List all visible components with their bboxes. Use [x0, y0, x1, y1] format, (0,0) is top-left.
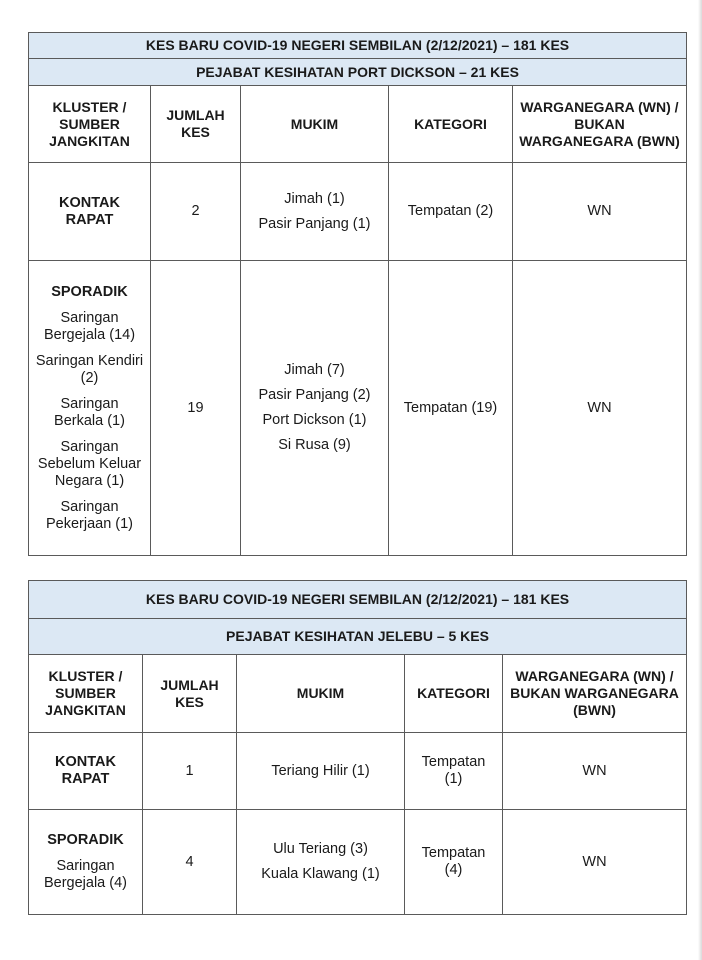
table-row: [29, 261, 687, 556]
kategori-cell: Tempatan (2): [389, 163, 513, 261]
mukim-item: Jimah (1): [284, 190, 345, 207]
kluster-sub-item: Saringan Pekerjaan (1): [45, 498, 134, 532]
mukim-item: Jimah (7): [284, 362, 345, 378]
header-kategori: KATEGORI: [405, 655, 503, 733]
table-title: KES BARU COVID-19 NEGERI SEMBILAN (2/12/2021) – 181 KES: [29, 33, 687, 59]
header-kluster: KLUSTER / SUMBER JANGKITAN: [29, 655, 143, 733]
header-warganegara: WARGANEGARA (WN) / BUKAN WARGANEGARA (BWN): [503, 655, 687, 733]
office-title-row: [29, 59, 687, 86]
page-edge-shadow: [698, 0, 702, 960]
header-kluster: KLUSTER / SUMBER JANGKITAN: [29, 86, 151, 163]
kluster-sub-item: Saringan Sebelum Keluar Negara (1): [37, 438, 142, 489]
kluster-sub-item: Saringan Berkala (1): [54, 395, 125, 429]
table-row: [29, 810, 687, 915]
mukim-item: Kuala Klawang (1): [261, 866, 380, 882]
header-mukim: MUKIM: [237, 655, 405, 733]
kluster-sub-item: Saringan Kendiri (2): [35, 352, 144, 386]
office-title-row: [29, 619, 687, 655]
header-mukim: MUKIM: [241, 86, 389, 163]
mukim-item: Si Rusa (9): [278, 437, 351, 453]
kluster-label: SPORADIK: [51, 283, 128, 300]
mukim-cell: [241, 261, 389, 556]
port-dickson-case-table: [28, 32, 687, 556]
jumlah-cell: 19: [151, 261, 241, 556]
table-row: [29, 733, 687, 810]
kluster-cell: KONTAK RAPAT: [29, 163, 151, 261]
column-header-row: [29, 86, 687, 163]
table-row: [29, 163, 687, 261]
mukim-cell: [241, 163, 389, 261]
kluster-cell: KONTAK RAPAT: [29, 733, 143, 810]
wn-cell: WN: [503, 810, 687, 915]
header-jumlah: JUMLAH KES: [151, 86, 241, 163]
table-title-row: [29, 33, 687, 59]
column-header-row: [29, 655, 687, 733]
table-title-row: [29, 581, 687, 619]
mukim-item: Pasir Panjang (2): [258, 387, 371, 403]
mukim-item: Port Dickson (1): [262, 412, 367, 428]
table-title: KES BARU COVID-19 NEGERI SEMBILAN (2/12/2021) – 181 KES: [29, 581, 687, 619]
kategori-cell: Tempatan (4): [405, 810, 503, 915]
kategori-cell: Tempatan (19): [389, 261, 513, 556]
office-title: PEJABAT KESIHATAN JELEBU – 5 KES: [29, 619, 687, 655]
kluster-cell: [29, 261, 151, 556]
kluster-label: SPORADIK: [47, 832, 124, 848]
jumlah-cell: 1: [143, 733, 237, 810]
header-jumlah: JUMLAH KES: [143, 655, 237, 733]
wn-cell: WN: [513, 261, 687, 556]
mukim-item: Teriang Hilir (1): [271, 762, 370, 779]
mukim-cell: [237, 733, 405, 810]
header-kategori: KATEGORI: [389, 86, 513, 163]
wn-cell: WN: [513, 163, 687, 261]
jumlah-cell: 4: [143, 810, 237, 915]
jumlah-cell: 2: [151, 163, 241, 261]
header-warganegara: WARGANEGARA (WN) / BUKAN WARGANEGARA (BWN): [513, 86, 687, 163]
kluster-sub-item: Saringan Bergejala (14): [43, 309, 136, 343]
office-title: PEJABAT KESIHATAN PORT DICKSON – 21 KES: [29, 59, 687, 86]
mukim-cell: [237, 810, 405, 915]
kategori-cell: Tempatan (1): [405, 733, 503, 810]
jelebu-case-table: [28, 580, 687, 915]
kluster-sub-item: Saringan Bergejala (4): [43, 858, 127, 891]
kluster-cell: [29, 810, 143, 915]
wn-cell: WN: [503, 733, 687, 810]
mukim-item: Pasir Panjang (1): [258, 215, 371, 232]
mukim-item: Ulu Teriang (3): [273, 841, 368, 857]
